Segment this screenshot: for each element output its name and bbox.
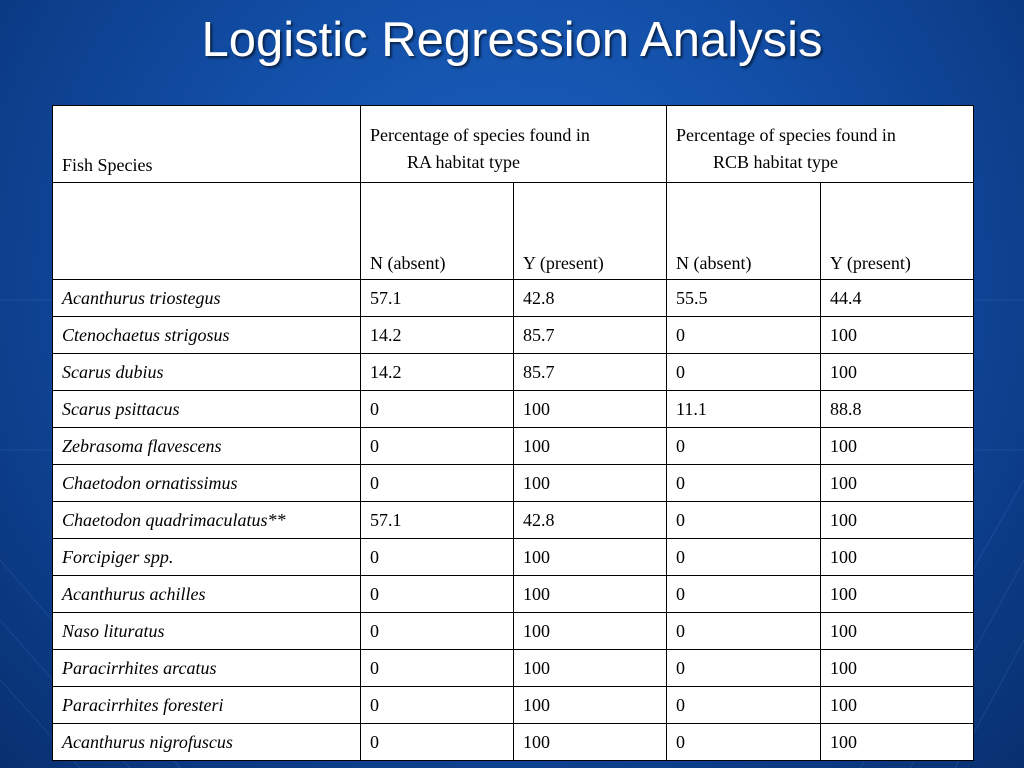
rcb-absent-cell: 0: [667, 465, 821, 502]
ra-present-cell: 100: [514, 391, 667, 428]
subheader-rcb-present: Y (present): [821, 183, 974, 280]
table-row: [53, 317, 974, 354]
ra-present-cell: 85.7: [514, 317, 667, 354]
table-row: [53, 354, 974, 391]
table-row: [53, 724, 974, 761]
rcb-absent-cell: 0: [667, 317, 821, 354]
species-table: [52, 105, 974, 761]
ra-present-cell: 100: [514, 724, 667, 761]
rcb-absent-cell: 0: [667, 724, 821, 761]
rcb-present-cell: 100: [821, 465, 974, 502]
rcb-group-header: [667, 106, 974, 183]
ra-group-header-line1: Percentage of species found in: [370, 125, 590, 145]
species-cell: Chaetodon quadrimaculatus**: [53, 502, 361, 539]
rcb-present-cell: 100: [821, 354, 974, 391]
ra-absent-cell: 0: [361, 391, 514, 428]
table-row: [53, 539, 974, 576]
subheader-rcb-absent: N (absent): [667, 183, 821, 280]
table-header-row: [53, 106, 974, 183]
ra-absent-cell: 57.1: [361, 502, 514, 539]
species-cell: Paracirrhites foresteri: [53, 687, 361, 724]
rcb-present-cell: 100: [821, 539, 974, 576]
rcb-present-cell: 44.4: [821, 280, 974, 317]
table-row: [53, 502, 974, 539]
ra-group-header-line2: RA habitat type: [407, 152, 520, 172]
species-cell: Ctenochaetus strigosus: [53, 317, 361, 354]
rcb-present-cell: 100: [821, 576, 974, 613]
ra-present-cell: 100: [514, 539, 667, 576]
corner-header: Fish Species: [53, 106, 361, 183]
ra-present-cell: 100: [514, 428, 667, 465]
ra-present-cell: 42.8: [514, 280, 667, 317]
ra-absent-cell: 0: [361, 613, 514, 650]
species-cell: Acanthurus nigrofuscus: [53, 724, 361, 761]
ra-present-cell: 100: [514, 465, 667, 502]
rcb-present-cell: 100: [821, 650, 974, 687]
rcb-absent-cell: 0: [667, 613, 821, 650]
rcb-present-cell: 88.8: [821, 391, 974, 428]
table-row: [53, 280, 974, 317]
ra-group-header: [361, 106, 667, 183]
rcb-present-cell: 100: [821, 724, 974, 761]
ra-absent-cell: 0: [361, 650, 514, 687]
table-row: [53, 613, 974, 650]
ra-absent-cell: 57.1: [361, 280, 514, 317]
species-cell: Chaetodon ornatissimus: [53, 465, 361, 502]
subheader-ra-absent: N (absent): [361, 183, 514, 280]
species-cell: Paracirrhites arcatus: [53, 650, 361, 687]
table-row: [53, 391, 974, 428]
table-row: [53, 650, 974, 687]
rcb-group-header-line2: RCB habitat type: [713, 152, 839, 172]
table-body: [53, 280, 974, 761]
species-cell: Naso lituratus: [53, 613, 361, 650]
ra-present-cell: 100: [514, 687, 667, 724]
rcb-present-cell: 100: [821, 502, 974, 539]
rcb-absent-cell: 0: [667, 354, 821, 391]
rcb-present-cell: 100: [821, 428, 974, 465]
ra-absent-cell: 0: [361, 724, 514, 761]
rcb-absent-cell: 0: [667, 576, 821, 613]
rcb-present-cell: 100: [821, 317, 974, 354]
ra-absent-cell: 0: [361, 465, 514, 502]
rcb-present-cell: 100: [821, 613, 974, 650]
ra-absent-cell: 14.2: [361, 354, 514, 391]
rcb-absent-cell: 11.1: [667, 391, 821, 428]
species-cell: Scarus dubius: [53, 354, 361, 391]
species-table-container: [52, 105, 973, 761]
table-row: [53, 428, 974, 465]
rcb-absent-cell: 55.5: [667, 280, 821, 317]
table-subheader-row: [53, 183, 974, 280]
ra-absent-cell: 14.2: [361, 317, 514, 354]
slide-title: Logistic Regression Analysis: [201, 13, 823, 67]
rcb-absent-cell: 0: [667, 650, 821, 687]
species-cell: Acanthurus triostegus: [53, 280, 361, 317]
ra-present-cell: 42.8: [514, 502, 667, 539]
ra-present-cell: 100: [514, 613, 667, 650]
species-cell: Zebrasoma flavescens: [53, 428, 361, 465]
rcb-absent-cell: 0: [667, 539, 821, 576]
table-row: [53, 687, 974, 724]
subheader-ra-present: Y (present): [514, 183, 667, 280]
species-cell: Forcipiger spp.: [53, 539, 361, 576]
ra-absent-cell: 0: [361, 576, 514, 613]
ra-present-cell: 100: [514, 576, 667, 613]
ra-absent-cell: 0: [361, 687, 514, 724]
ra-present-cell: 85.7: [514, 354, 667, 391]
rcb-present-cell: 100: [821, 687, 974, 724]
rcb-absent-cell: 0: [667, 428, 821, 465]
table-row: [53, 465, 974, 502]
ra-absent-cell: 0: [361, 539, 514, 576]
rcb-absent-cell: 0: [667, 502, 821, 539]
table-row: [53, 576, 974, 613]
ra-present-cell: 100: [514, 650, 667, 687]
ra-absent-cell: 0: [361, 428, 514, 465]
rcb-group-header-line1: Percentage of species found in: [676, 125, 896, 145]
rcb-absent-cell: 0: [667, 687, 821, 724]
species-cell: Acanthurus achilles: [53, 576, 361, 613]
species-cell: Scarus psittacus: [53, 391, 361, 428]
empty-subheader-cell: [53, 183, 361, 280]
